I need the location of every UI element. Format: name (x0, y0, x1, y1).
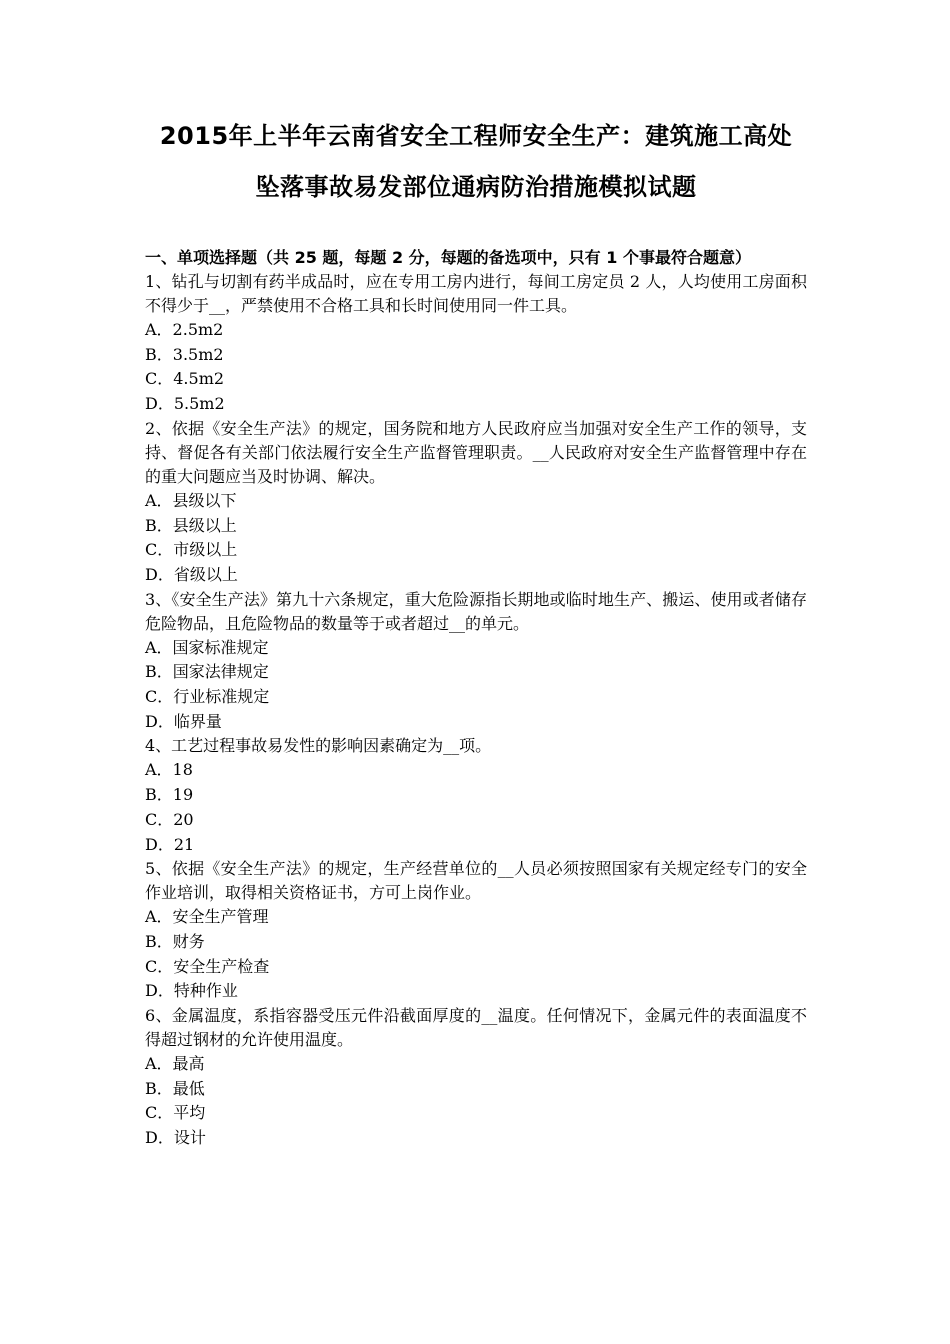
option-c: C．安全生产检查 (145, 956, 270, 976)
question-stem: 5、依据《安全生产法》的规定，生产经营单位的__人员必须按照国家有关规定经专门的安全作业培训，取得相关资格证书，方可上岗作业。 (145, 859, 807, 903)
option-b: B．国家法律规定 (145, 662, 269, 682)
section-heading: 一、单项选择题（共 25 题，每题 2 分，每题的备选项中，只有 1 个事最符合题意） (145, 248, 751, 267)
question-1 (145, 270, 807, 417)
document-title (145, 0, 807, 211)
option-c: C．行业标准规定 (145, 687, 270, 707)
option-a: A．国家标准规定 (145, 637, 269, 657)
option-a: A．18 (145, 760, 193, 780)
option-a: A．县级以下 (145, 490, 237, 510)
option-d: D．21 (145, 834, 195, 854)
question-stem: 4、工艺过程事故易发性的影响因素确定为__项。 (145, 736, 492, 756)
option-c: C．4.5m2 (145, 369, 225, 389)
question-list (145, 270, 807, 1151)
option-b: B．19 (145, 785, 194, 805)
question-2 (145, 417, 807, 588)
option-a: A．最高 (145, 1054, 205, 1074)
question-stem: 3、《安全生产法》第九十六条规定，重大危险源指长期地或临时地生产、搬运、使用或者储存危险物品，且危险物品的数量等于或者超过__的单元。 (145, 589, 807, 633)
question-stem: 6、金属温度，系指容器受压元件沿截面厚度的__温度。任何情况下，金属元件的表面温度不得超过钢材的允许使用温度。 (145, 1006, 807, 1050)
question-6 (145, 1004, 807, 1151)
question-4 (145, 734, 807, 857)
option-d: D．5.5m2 (145, 394, 225, 414)
option-c: C．20 (145, 809, 194, 829)
option-d: D．临界量 (145, 711, 222, 731)
document-page (145, 0, 807, 1151)
option-b: B．3.5m2 (145, 344, 224, 364)
question-stem: 1、钻孔与切割有药半成品时，应在专用工房内进行，每间工房定员 2 人，人均使用工房面积不得少于__，严禁使用不合格工具和长时间使用同一件工具。 (145, 272, 807, 315)
option-b: B．财务 (145, 931, 205, 951)
title-line-1: 2015年上半年云南省安全工程师安全生产：建筑施工高处 (159, 122, 793, 150)
option-d: D．特种作业 (145, 981, 238, 1001)
question-stem: 2、依据《安全生产法》的规定，国务院和地方人民政府应当加强对安全生产工作的领导，支持、督促各有关部门依法履行安全生产监督管理职责。__人民政府对安全生产监督管理中存在的重大问题应当及时协调、解决。 (145, 418, 807, 486)
option-c: C．市级以上 (145, 540, 238, 560)
question-5 (145, 857, 807, 1004)
option-d: D．设计 (145, 1128, 206, 1148)
option-a: A．安全生产管理 (145, 907, 269, 927)
option-b: B．最低 (145, 1078, 205, 1098)
option-a: A．2.5m2 (145, 320, 224, 339)
option-c: C．平均 (145, 1103, 206, 1123)
title-line-2: 坠落事故易发部位通病防治措施模拟试题 (255, 173, 697, 201)
question-3 (145, 588, 807, 735)
option-b: B．县级以上 (145, 515, 237, 535)
option-d: D．省级以上 (145, 564, 238, 584)
